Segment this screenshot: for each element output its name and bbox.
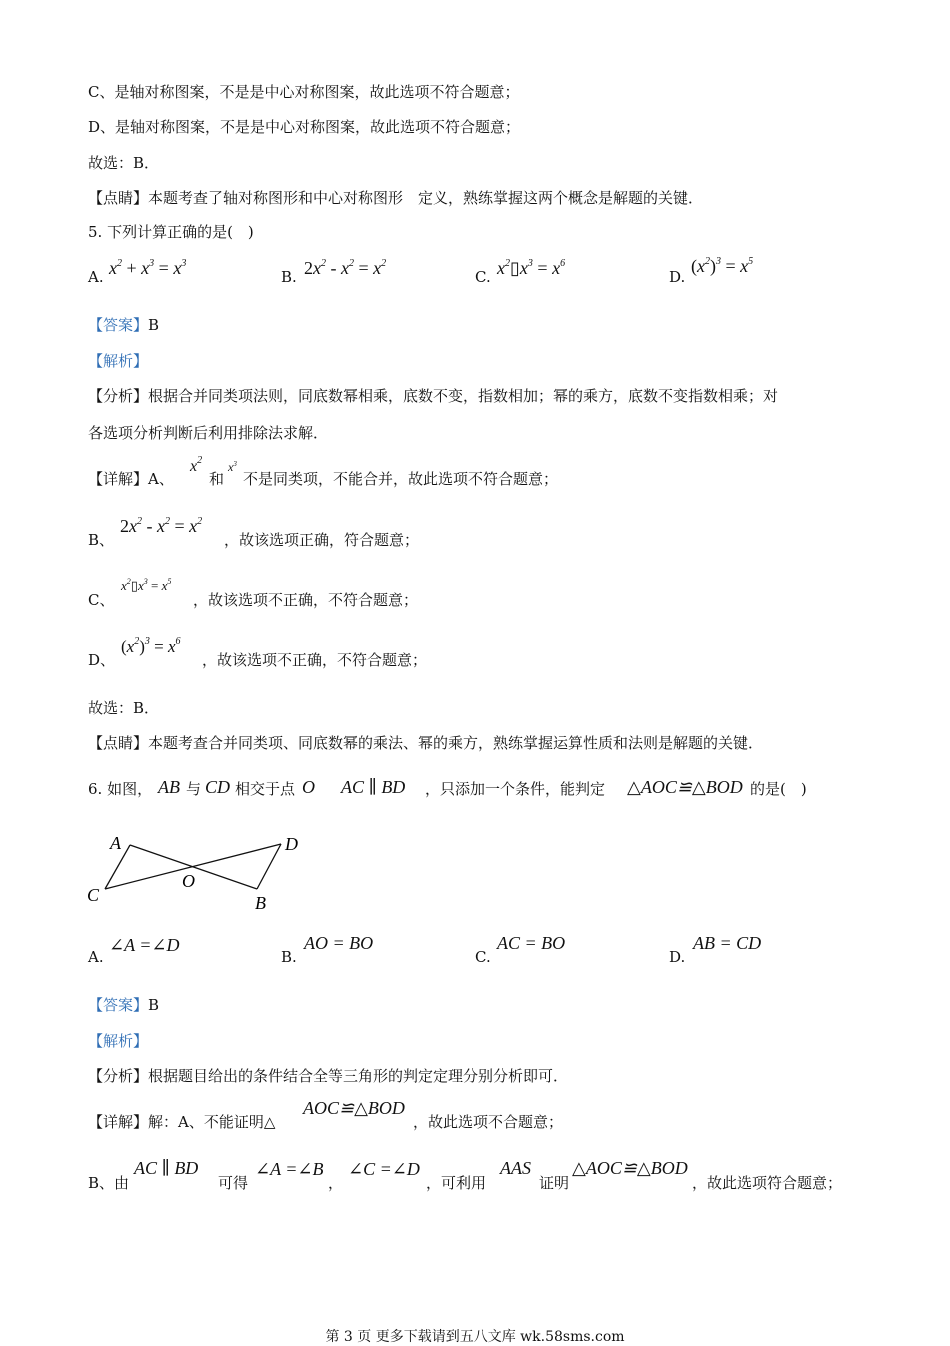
fenxi-5-b: 各选项分析判断后利用排除法求解． <box>88 424 329 442</box>
answer-tag: 【答案】 <box>88 316 149 334</box>
fenxi-5-a <box>88 386 778 406</box>
page-footer: 第 3 页 更多下载请到五八文库 wk.58sms.com <box>325 1329 625 1345</box>
dianjing-tag: 【点睛】 <box>88 734 149 752</box>
xiangjie-tag: 【详解】 <box>88 1113 149 1131</box>
jiexi-tag-6: 【解析】 <box>88 1032 149 1050</box>
dianjing-tag: 【点睛】 <box>88 189 149 207</box>
xj5-d-post: ，故该选项不正确，不符合题意； <box>202 651 428 669</box>
option-label: A. <box>88 268 104 286</box>
q5-option-d <box>669 268 685 286</box>
text-d-option: D、是轴对称图案，不是是中心对称图案，故此选项不符合题意； <box>88 118 521 136</box>
answer-value: B <box>148 996 160 1014</box>
label-d: D <box>285 834 298 854</box>
xiangjie-5-a: 【详解】A、 <box>88 470 174 488</box>
fenxi-tag: 【分析】 <box>88 1067 149 1085</box>
q6-option-b-expr: AO = BO <box>304 933 374 953</box>
fenxi-tag: 【分析】 <box>88 387 149 405</box>
q6-option-b: B. <box>281 948 297 966</box>
q6-meet: 相交于点 <box>235 780 296 798</box>
q5-option-b-expr: $2x^2 - x^2 = x^2$ <box>304 258 387 278</box>
fenxi-6 <box>88 1066 568 1086</box>
xj6-b-get: 可得 <box>218 1174 249 1192</box>
answer-value: B <box>148 316 160 334</box>
q6-o: O <box>302 777 315 797</box>
xj5-c-post: ，故该选项不正确，不符合题意； <box>193 591 419 609</box>
q6-option-c: C. <box>475 948 491 966</box>
xj6-b-angle-ab: ∠A =∠B <box>255 1159 324 1179</box>
dianjing-text: 本题考查了轴对称图形和中心对称图形 定义，熟练掌握这两个概念是解题的关键． <box>148 189 704 207</box>
xj6-b-post: ，故此选项符合题意； <box>692 1174 843 1192</box>
label-o: O <box>182 871 195 891</box>
segment-bd <box>257 844 281 889</box>
xj5-a-x2: $x^2$ <box>190 455 203 475</box>
xj5-c-expr: $x^2▯x^3 = x^5$ <box>121 577 172 593</box>
q6-option-a: A. <box>88 948 104 966</box>
xj6-a-post: ，故此选项不合题意； <box>413 1113 564 1131</box>
q6-and: 与 <box>186 780 202 798</box>
jiexi-tag-5: 【解析】 <box>88 352 149 370</box>
xj6-b-congruent: △AOC≌△BOD <box>572 1158 688 1178</box>
geometry-figure <box>84 828 314 916</box>
option-label: B. <box>281 268 297 286</box>
label-b: B <box>255 893 266 913</box>
q5-option-c-expr: $x^2▯x^3 = x^6$ <box>497 258 566 278</box>
xj5-b-pre: B、 <box>88 531 115 549</box>
answer-5 <box>88 315 159 335</box>
dianjing-text: 本题考查合并同类项、同底数幂的乘法、幂的乘方，熟练掌握运算性质和法则是解题的关键． <box>148 734 764 752</box>
xj6-b-aas: AAS <box>500 1158 531 1178</box>
label-c: C <box>87 885 100 905</box>
xj5-b-expr: $2x^2 - x^2 = x^2$ <box>120 516 203 536</box>
q5-option-b <box>281 268 297 286</box>
q5-option-c <box>475 268 491 286</box>
dianjing-1 <box>88 188 703 208</box>
q6-congruent: △AOC≌△BOD <box>627 777 743 797</box>
xj6-b-angle-cd: ∠C =∠D <box>348 1159 420 1179</box>
text-c-option: C、是轴对称图案，不是是中心对称图案，故此选项不符合题意； <box>88 83 520 101</box>
q5-option-a-expr: $x^2 + x^3 = x^3$ <box>109 258 187 278</box>
label-a: A <box>110 833 121 853</box>
question-5: 5. 下列计算正确的是( ) <box>88 223 254 241</box>
xj5-d-pre: D、 <box>88 651 116 669</box>
q6-cd: CD <box>205 777 231 797</box>
fenxi-text: 根据合并同类项法则，同底数幂相乘，底数不变，指数相加；幂的乘方，底数不变指数相乘；对 <box>148 387 779 405</box>
xj6-b-parallel: AC ∥ BD <box>134 1158 199 1178</box>
xiangjie-6-a: 【详解】解：A、不能证明△ <box>88 1113 276 1131</box>
option-label: D. <box>669 268 686 286</box>
xj6-b-prove: 证明 <box>539 1174 570 1192</box>
xiangjie-tag: 【详解】 <box>88 470 149 488</box>
q5-option-a <box>88 268 104 286</box>
answer-6 <box>88 995 159 1015</box>
dianjing-2 <box>88 733 763 753</box>
q6-option-d-expr: AB = CD <box>693 933 762 953</box>
text-choose-b-2: 故选：B． <box>88 699 160 717</box>
q6-end: 的是( ) <box>750 780 807 798</box>
xj6-b-pre: B、由 <box>88 1174 130 1192</box>
q6-cond: ，只添加一个条件，能判定 <box>425 780 606 798</box>
xj6-a-congruent: AOC≌△BOD <box>303 1098 405 1118</box>
xj5-a-post: 不是同类项，不能合并，故此选项不符合题意； <box>243 470 559 488</box>
xj5-a-mid: 和 <box>209 470 225 488</box>
q6-option-c-expr: AC = BO <box>497 933 566 953</box>
xj6-b-comma: ， <box>328 1174 344 1192</box>
q5-option-d-expr: $(x^2)^3 = x^5$ <box>691 256 754 276</box>
xj5-b-post: ，故该选项正确，符合题意； <box>224 531 420 549</box>
xj5-c-pre: C、 <box>88 591 115 609</box>
q6-ab: AB <box>158 777 180 797</box>
q6-pre: 6. 如图， <box>88 780 153 798</box>
xj5-d-expr: $(x^2)^3 = x^6$ <box>121 636 181 656</box>
text-choose-b: 故选：B． <box>88 154 160 172</box>
option-label: C. <box>475 268 491 286</box>
q6-option-a-expr: ∠A =∠D <box>109 935 180 955</box>
answer-tag: 【答案】 <box>88 996 149 1014</box>
xj6-b-use: ，可利用 <box>426 1174 487 1192</box>
xj5-a-x3: $x^3$ <box>228 460 237 474</box>
q6-option-d: D. <box>669 948 686 966</box>
fenxi-text: 根据题目给出的条件结合全等三角形的判定定理分别分析即可． <box>148 1067 569 1085</box>
q6-parallel: AC ∥ BD <box>341 777 406 797</box>
